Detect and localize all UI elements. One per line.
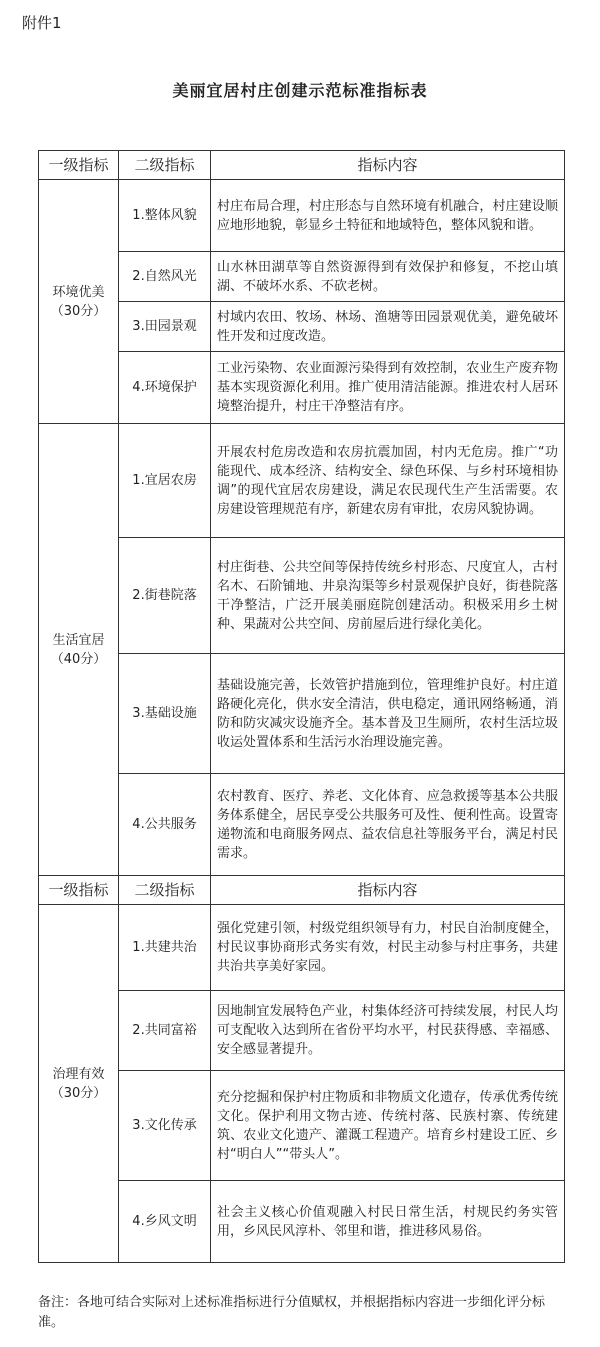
header-level2: 二级指标 [119, 151, 211, 180]
item-content: 强化党建引领，村级党组织领导有力，村民自治制度健全，村民议事协商形式务实有效，村民主动参与村庄事务，共建共治共享美好家园。 [211, 905, 565, 991]
table-header-row [39, 876, 565, 905]
header-content: 指标内容 [211, 876, 565, 905]
footnote: 备注：各地可结合实际对上述标准指标进行分值赋权，并根据指标内容进一步细化评分标准。 [38, 1295, 546, 1330]
item-content: 因地制宜发展特色产业，村集体经济可持续发展，村民人均可支配收入达到所在省份平均水平，村民获得感、幸福感、安全感显著提升。 [211, 991, 565, 1071]
group-cell [39, 905, 119, 1263]
item-content: 农村教育、医疗、养老、文化体育、应急救援等基本公共服务体系健全，居民享受公共服务可及性、便利性高。设置寄递物流和电商服务网点、益农信息社等服务平台，满足村民需求。 [211, 774, 565, 876]
item-content: 充分挖掘和保护村庄物质和非物质文化遗存，传承优秀传统文化。保护利用文物古迹、传统村落、民族村寨、传统建筑、农业文化遗产、灌溉工程遗产。培育乡村建设工匠、乡村“明白人”“带头人”。 [211, 1071, 565, 1181]
item-content: 村庄街巷、公共空间等保持传统乡村形态、尺度宜人，古村名木、石阶铺地、井泉沟渠等乡村景观保护良好，街巷院落干净整洁，广泛开展美丽庭院创建活动。积极采用乡土树种、果蔬对公共空间、房前屋后进行绿化美化。 [211, 538, 565, 654]
page-title: 美丽宜居村庄创建示范标准指标表 [172, 81, 428, 100]
group-score: （30分） [50, 303, 107, 319]
item-content: 村庄布局合理，村庄形态与自然环境有机融合，村庄建设顺应地形地貌，彰显乡土特征和地域特色，整体风貌和谐。 [211, 180, 565, 252]
item-name: 4.乡风文明 [119, 1181, 211, 1263]
item-content: 社会主义核心价值观融入村民日常生活，村规民约务实管用，乡风民风淳朴、邻里和谐，推进移风易俗。 [211, 1181, 565, 1263]
item-name: 2.街巷院落 [119, 538, 211, 654]
item-name: 3.基础设施 [119, 654, 211, 774]
item-name: 1.整体风貌 [119, 180, 211, 252]
group-score: （40分） [50, 651, 107, 667]
item-name: 2.自然风光 [119, 252, 211, 302]
table-row [39, 905, 565, 991]
header-level1: 一级指标 [39, 151, 119, 180]
item-name: 2.共同富裕 [119, 991, 211, 1071]
group-name: 治理有效 [52, 1066, 105, 1082]
item-content: 基础设施完善，长效管护措施到位，管理维护良好。村庄道路硬化亮化，供水安全清洁，供电稳定，通讯网络畅通，消防和防灾减灾设施齐全。基本普及卫生厕所，农村生活垃圾收运处置体系和生活污水治理设施完善。 [211, 654, 565, 774]
item-content: 开展农村危房改造和农房抗震加固，村内无危房。推广“功能现代、成本经济、结构安全、绿色环保、与乡村环境相协调”的现代宜居农房建设，满足农民现代生产生活需要。农房建设管理规范有序，新建农房有审批，农房风貌协调。 [211, 424, 565, 538]
group-score: （30分） [50, 1085, 107, 1101]
item-name: 4.公共服务 [119, 774, 211, 876]
table-row [39, 180, 565, 252]
table-header-row [39, 151, 565, 180]
group-name: 生活宜居 [52, 632, 105, 648]
group-name: 环境优美 [52, 284, 105, 300]
item-name: 3.文化传承 [119, 1071, 211, 1181]
indicator-table [38, 150, 565, 1263]
item-name: 1.宜居农房 [119, 424, 211, 538]
group-cell [39, 424, 119, 876]
item-content: 山水林田湖草等自然资源得到有效保护和修复，不挖山填湖、不破坏水系、不砍老树。 [211, 252, 565, 302]
header-level2: 二级指标 [119, 876, 211, 905]
header-content: 指标内容 [211, 151, 565, 180]
group-cell [39, 180, 119, 424]
item-content: 村域内农田、牧场、林场、渔塘等田园景观优美，避免破坏性开发和过度改造。 [211, 302, 565, 352]
attachment-label: 附件1 [22, 14, 62, 32]
item-name: 1.共建共治 [119, 905, 211, 991]
item-content: 工业污染物、农业面源污染得到有效控制，农业生产废弃物基本实现资源化利用。推广使用清洁能源。推进农村人居环境整治提升，村庄干净整洁有序。 [211, 352, 565, 424]
table-row [39, 424, 565, 538]
item-name: 3.田园景观 [119, 302, 211, 352]
header-level1: 一级指标 [39, 876, 119, 905]
item-name: 4.环境保护 [119, 352, 211, 424]
